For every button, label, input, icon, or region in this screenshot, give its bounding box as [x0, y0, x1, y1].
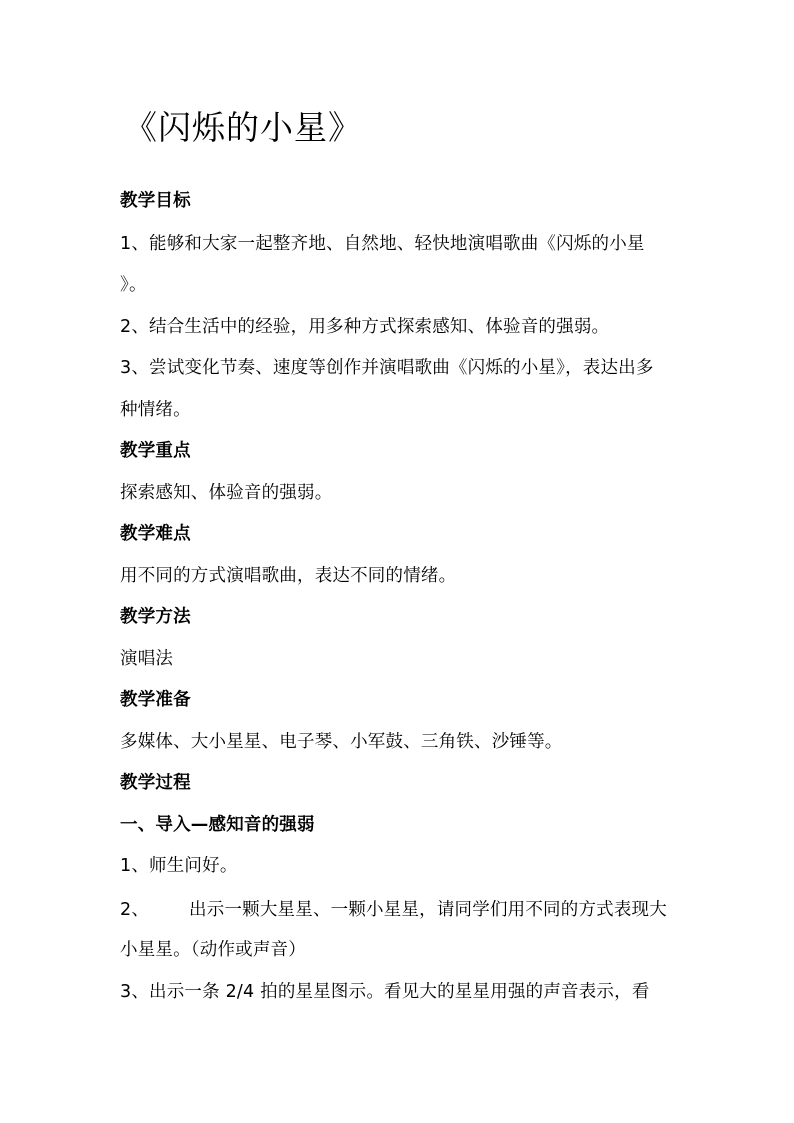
step-3-line-1: 3、出示一条 2/4 拍的星星图示。看见大的星星用强的声音表示，看 — [120, 982, 650, 1002]
goal-1-line-1: 1、能够和大家一起整齐地、自然地、轻快地演唱歌曲《闪烁的小星 — [120, 234, 645, 254]
goal-1-line-2: 》。 — [120, 275, 147, 295]
method-heading: 教学方法 — [120, 607, 191, 627]
difficulty-heading: 教学难点 — [120, 524, 191, 544]
goal-3-line-2: 种情绪。 — [120, 400, 191, 420]
method-text: 演唱法 — [120, 649, 174, 669]
prep-heading: 教学准备 — [120, 690, 191, 710]
prep-text: 多媒体、大小星星、电子琴、小军鼓、三角铁、沙锤等。 — [120, 732, 563, 752]
step-1: 1、师生问好。 — [120, 856, 238, 876]
process-heading: 教学过程 — [120, 773, 191, 793]
goals-heading: 教学目标 — [120, 191, 191, 211]
document-title: 《闪烁的小星》 — [124, 108, 362, 147]
step-2-line-1 — [120, 897, 680, 923]
section-1-heading: 一、导入—感知音的强弱 — [120, 815, 315, 835]
goal-3-line-1: 3、尝试变化节奏、速度等创作并演唱歌曲《闪烁的小星》，表达出多 — [120, 358, 654, 378]
step-2-number: 2、 — [120, 900, 150, 920]
key-heading: 教学重点 — [120, 441, 191, 461]
key-text: 探索感知、体验音的强弱。 — [120, 483, 333, 503]
step-2-line-2: 小星星。（动作或声音） — [120, 940, 306, 960]
step-2-text: 出示一颗大星星、一颗小星星，请同学们用不同的方式表现大 — [189, 900, 667, 920]
difficulty-text: 用不同的方式演唱歌曲，表达不同的情绪。 — [120, 566, 457, 586]
goal-2: 2、结合生活中的经验，用多种方式探索感知、体验音的强弱。 — [120, 317, 610, 337]
